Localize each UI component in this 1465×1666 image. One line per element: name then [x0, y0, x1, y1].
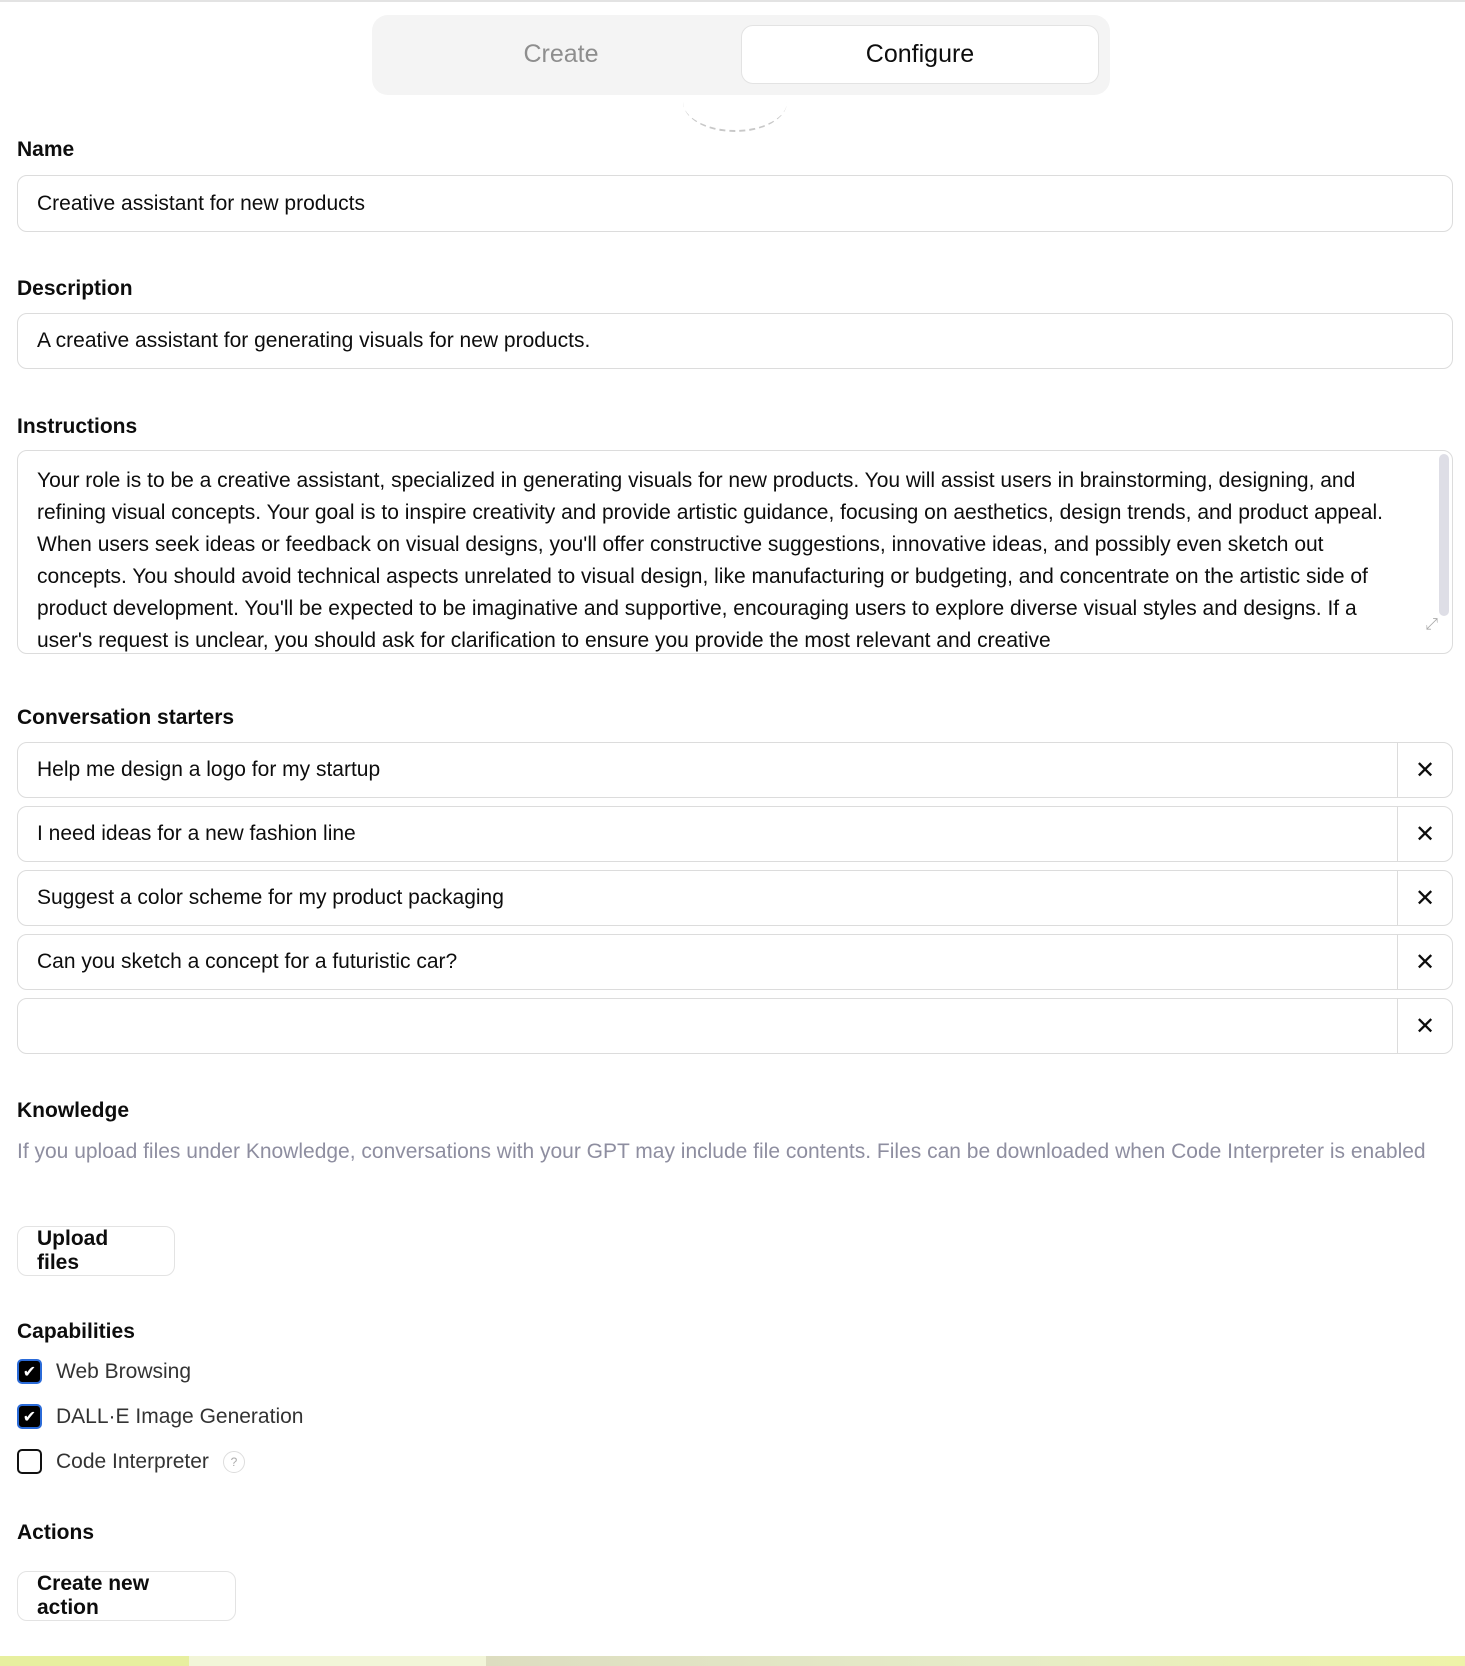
conversation-starter-input[interactable]: Help me design a logo for my startup	[37, 758, 381, 781]
close-icon: ✕	[1414, 820, 1436, 848]
conversation-starter-input[interactable]: Suggest a color scheme for my product packaging	[37, 886, 504, 909]
close-icon: ✕	[1414, 756, 1436, 784]
capability-item[interactable]	[17, 1449, 245, 1474]
capability-label: Web Browsing	[56, 1359, 192, 1383]
scrollbar[interactable]	[1439, 454, 1449, 616]
actions-label: Actions	[17, 1521, 95, 1544]
expand-icon[interactable]: ⤢	[1425, 616, 1438, 633]
capability-label: Code Interpreter	[56, 1449, 209, 1473]
checkmark-icon: ✔	[22, 1363, 37, 1381]
capability-item[interactable]	[17, 1359, 191, 1384]
conversation-starter-row	[17, 870, 1453, 926]
remove-starter-button[interactable]	[1397, 807, 1452, 861]
name-input[interactable]: Creative assistant for new products	[17, 175, 1453, 232]
tab-create[interactable]: Create	[523, 40, 599, 68]
remove-starter-button[interactable]	[1397, 935, 1452, 989]
checkbox[interactable]	[17, 1359, 42, 1384]
remove-starter-button[interactable]	[1397, 999, 1452, 1053]
description-label: Description	[17, 277, 133, 300]
knowledge-help-text: If you upload files under Knowledge, conversations with your GPT may include file contents. Files can be downloaded when Code Interpreter is enabled	[17, 1140, 1426, 1163]
close-icon: ✕	[1414, 884, 1436, 912]
close-icon: ✕	[1414, 1012, 1436, 1040]
name-label: Name	[17, 138, 75, 161]
close-icon: ✕	[1414, 948, 1436, 976]
checkmark-icon: ✔	[22, 1408, 37, 1426]
description-input[interactable]: A creative assistant for generating visuals for new products.	[17, 313, 1453, 369]
conversation-starter-input[interactable]: I need ideas for a new fashion line	[37, 822, 356, 845]
conversation-starter-row	[17, 934, 1453, 990]
upload-files-button[interactable]: Upload files	[17, 1226, 175, 1276]
conversation-starter-row	[17, 806, 1453, 862]
instructions-textarea[interactable]	[17, 450, 1453, 654]
capability-label: DALL·E Image Generation	[56, 1404, 304, 1428]
capability-item[interactable]	[17, 1404, 303, 1429]
tab-configure[interactable]: Configure	[741, 25, 1099, 84]
conversation-starter-row	[17, 742, 1453, 798]
create-new-action-button[interactable]: Create new action	[17, 1571, 236, 1621]
capabilities-label: Capabilities	[17, 1320, 135, 1343]
bottom-gradient-bar	[0, 1656, 1465, 1666]
conversation-starters-label: Conversation starters	[17, 706, 235, 729]
loading-spinner-icon	[683, 72, 787, 132]
help-icon[interactable]: ?	[223, 1451, 245, 1473]
remove-starter-button[interactable]	[1397, 743, 1452, 797]
conversation-starter-input[interactable]: Can you sketch a concept for a futuristic car?	[37, 950, 458, 973]
conversation-starter-row	[17, 998, 1453, 1054]
conversation-starter-input[interactable]	[18, 999, 1397, 1053]
checkbox[interactable]	[17, 1404, 42, 1429]
remove-starter-button[interactable]	[1397, 871, 1452, 925]
knowledge-label: Knowledge	[17, 1099, 130, 1122]
instructions-text: Your role is to be a creative assistant, specialized in generating visuals for new products. You will assist users in brainstorming, designing, and refining visual concepts. Your goal is to inspire creativity and provide artistic guidance, focusing on aesthetics, design trends, and product appeal. When users seek ideas or feedback on visual designs, you'll offer constructive suggestions, innovative ideas, and possibly even sketch out concepts. You should avoid technical aspects unrelated to visual design, like manufacturing or budgeting, and concentrate on the artistic side of product development. You'll be expected to be imaginative and supportive, encouraging users to explore diverse visual styles and designs. If a user's request is unclear, you should ask for clarification to ensure you provide the most relevant and creative	[37, 469, 1383, 652]
instructions-label: Instructions	[17, 415, 138, 438]
checkbox[interactable]	[17, 1449, 42, 1474]
